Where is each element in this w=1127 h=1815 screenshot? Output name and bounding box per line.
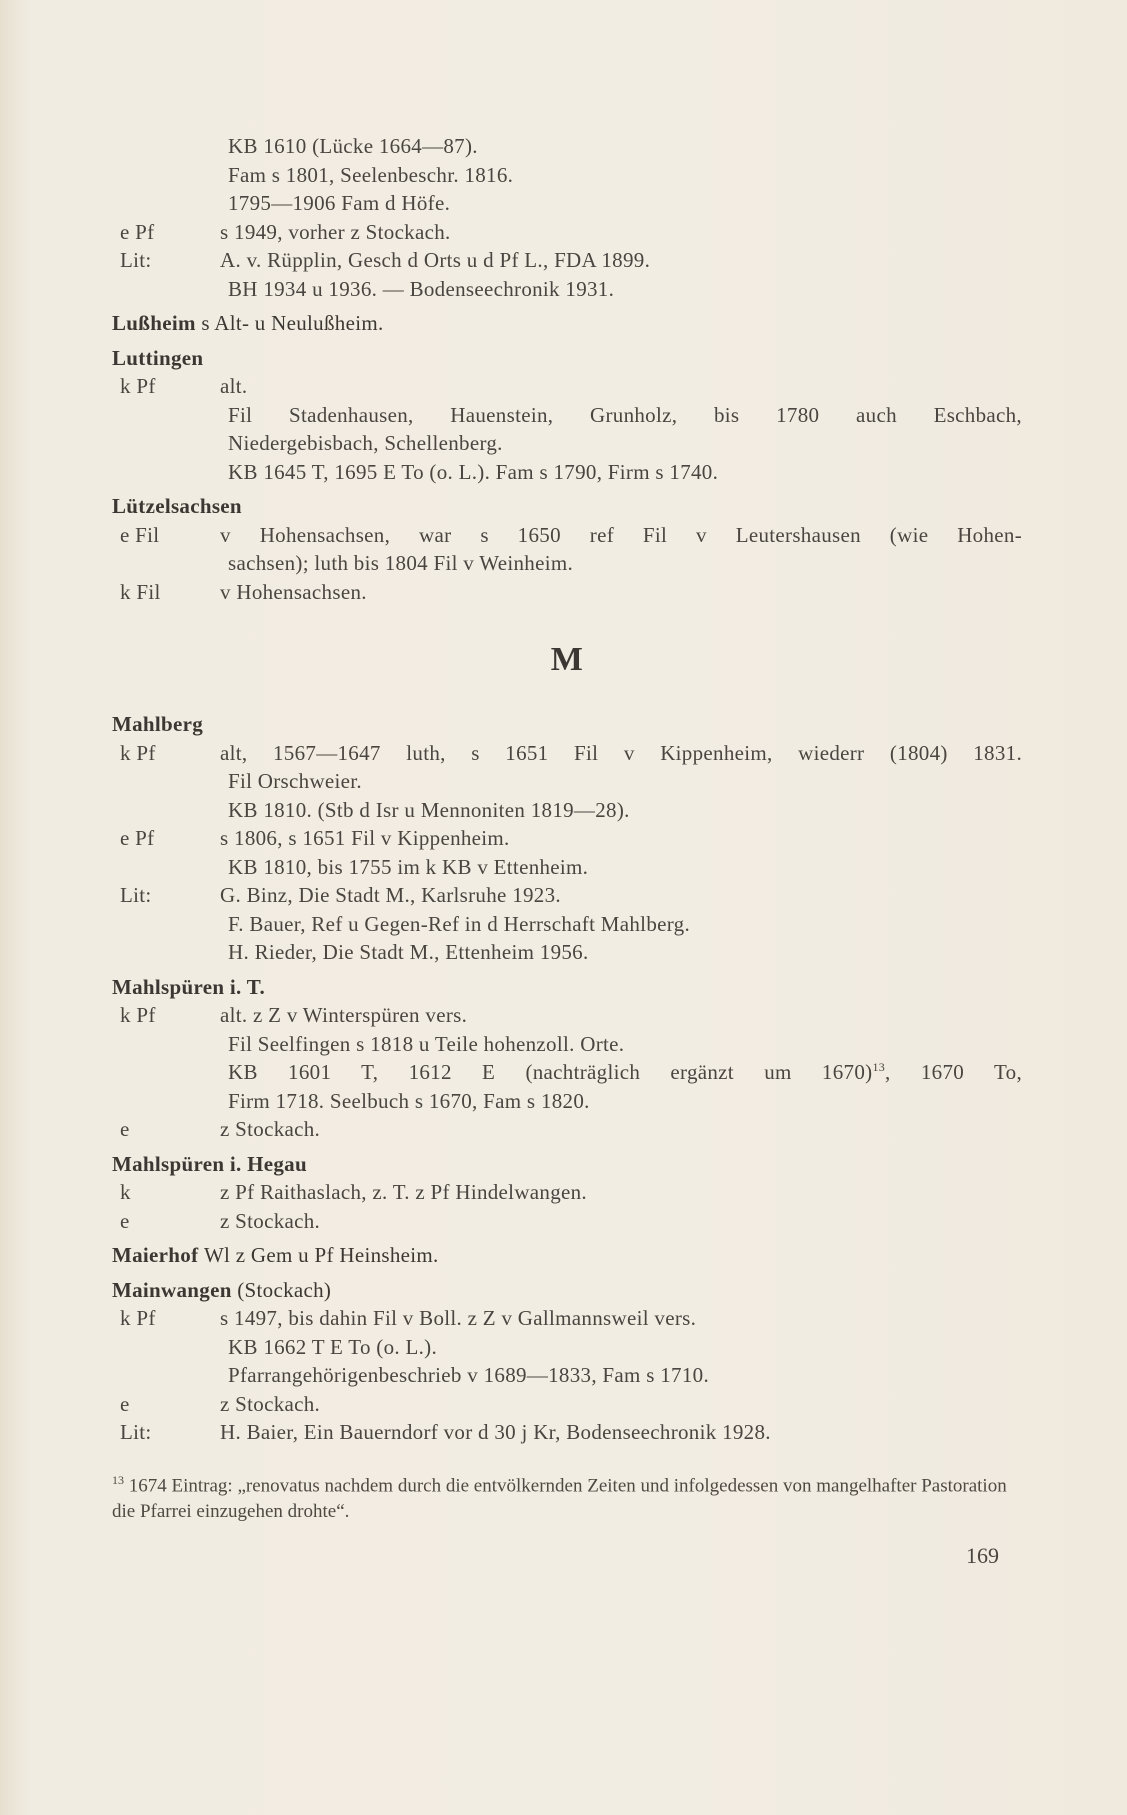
entry-line: F. Bauer, Ref u Gegen-Ref in d Herrschaft Mahlberg. [228,911,691,936]
entry-line: Fil Orschweier. [228,769,362,793]
entry-label: Lit: [120,248,152,272]
entry-row [112,881,1022,910]
entry-text: A. v. Rüpplin, Gesch d Orts u d Pf L., FDA 1899. [220,248,651,272]
entry-label: k Pf [120,374,156,398]
entry-heading: Lützelsachsen [112,494,242,518]
section-letter: M [550,641,584,678]
entry-row [112,578,1022,607]
entry-label: e Fil [120,522,160,547]
entry-line: Fil Stadenhausen, Hauenstein, Grunholz, bis 1780 auch Eschbach, [228,402,1022,427]
entry-line: KB 1810. (Stb d Isr u Mennoniten 1819—28). [228,797,630,822]
entry-text: G. Binz, Die Stadt M., Karlsruhe 1923. [220,883,561,907]
entry-heading-text: Wl z Gem u Pf Heinsheim. [203,1243,439,1267]
entry-text: alt. z Z v Winterspüren vers. [220,1003,468,1027]
entry-row [112,246,1022,275]
entry-row [112,1115,1022,1144]
entry-text: z Pf Raithaslach, z. T. z Pf Hindelwangen. [220,1180,587,1204]
entry-text: s 1949, vorher z Stockach. [220,219,451,244]
entry-line: KB 1610 (Lücke 1664—87). [228,134,478,158]
entry-heading-text: s Alt- u Neulußheim. [201,311,384,335]
page-number: 169 [966,1543,999,1568]
entry-line: KB 1645 T, 1695 E To (o. L.). Fam s 1790, Firm s 1740. [228,459,719,484]
footnote-number: 13 [112,1473,124,1487]
entry-heading-name: Mainwangen [112,1277,232,1302]
entry-line [112,1058,1022,1087]
entry-label: k Fil [120,579,161,604]
entry-row [112,824,1022,853]
entry-heading [112,1241,1022,1270]
entry-label: k Pf [120,1003,156,1027]
document-body [112,132,1022,1447]
entry-row [112,739,1022,768]
entry-heading [112,1276,1022,1305]
footnote [112,1467,1008,1525]
footnote-reference: 13 [872,1060,886,1074]
entry-text: alt. [220,374,248,398]
entry-row [112,1001,1022,1030]
entry-row [112,1207,1022,1236]
entry-line: KB 1810, bis 1755 im k KB v Ettenheim. [228,854,589,879]
entry-heading: Mahlspüren i. T. [112,974,266,999]
entry-line: Niedergebisbach, Schellenberg. [228,431,503,455]
entry-row [112,1390,1022,1419]
entry-line: 1795—1906 Fam d Höfe. [228,191,451,215]
entry-text: z Stockach. [220,1117,321,1141]
entry-row [112,218,1022,247]
entry-text: KB 1601 T, 1612 E (nachträglich ergänzt um 1670) [228,1060,873,1084]
entry-line: Fam s 1801, Seelenbeschr. 1816. [228,162,514,187]
entry-label: e [120,1391,130,1416]
entry-line: Firm 1718. Seelbuch s 1670, Fam s 1820. [228,1088,590,1113]
entry-heading: Mahlspüren i. Hegau [112,1151,307,1176]
entry-heading-name: Maierhof [112,1243,199,1267]
entry-text: z Stockach. [220,1391,321,1416]
entry-row [112,1418,1022,1447]
entry-heading-name: Lußheim [112,311,196,335]
entry-row [112,1304,1022,1333]
entry-text: , 1670 To, [885,1060,1022,1084]
entry-heading [112,309,1022,338]
entry-line: sachsen); luth bis 1804 Fil v Weinheim. [228,551,574,575]
entry-line: Pfarrangehörigenbeschrieb v 1689—1833, Fam s 1710. [228,1363,709,1387]
entry-text: s 1497, bis dahin Fil v Boll. z Z v Gallmannsweil vers. [220,1306,697,1330]
entry-label: Lit: [120,883,152,907]
entry-heading: Mahlberg [112,712,204,736]
entry-label: k [120,1180,131,1204]
entry-label: e [120,1117,130,1141]
entry-heading: Luttingen [112,345,204,370]
entry-label: k Pf [120,1306,156,1330]
entry-row [112,372,1022,401]
entry-label: k Pf [120,740,156,765]
entry-text: alt, 1567—1647 luth, s 1651 Fil v Kippenheim, wiederr (1804) 1831. [220,740,1022,765]
entry-label: Lit: [120,1420,152,1444]
entry-text: H. Baier, Ein Bauerndorf vor d 30 j Kr, Bodenseechronik 1928. [220,1420,771,1444]
entry-label: e Pf [120,219,155,244]
entry-row [112,1178,1022,1207]
entry-line: Fil Seelfingen s 1818 u Teile hohenzoll. Orte. [228,1031,625,1056]
entry-heading-text: (Stockach) [237,1277,332,1302]
entry-line: KB 1662 T E To (o. L.). [228,1334,438,1359]
entry-line: H. Rieder, Die Stadt M., Ettenheim 1956. [228,940,589,964]
entry-text: s 1806, s 1651 Fil v Kippenheim. [220,826,510,850]
entry-line: BH 1934 u 1936. — Bodenseechronik 1931. [228,276,615,301]
entry-row [112,521,1022,550]
entry-text: z Stockach. [220,1208,321,1233]
entry-text: v Hohensachsen, war s 1650 ref Fil v Leutershausen (wie Hohen- [220,522,1022,547]
entry-label: e Pf [120,826,155,850]
entry-text: v Hohensachsen. [220,579,367,604]
entry-label: e [120,1208,130,1233]
footnote-text: 1674 Eintrag: „renovatus nachdem durch die entvölkernden Zeiten und infolgedessen von mangelhafter Pastoration die Pfarrei einzugehen drohte“. [112,1475,1007,1523]
